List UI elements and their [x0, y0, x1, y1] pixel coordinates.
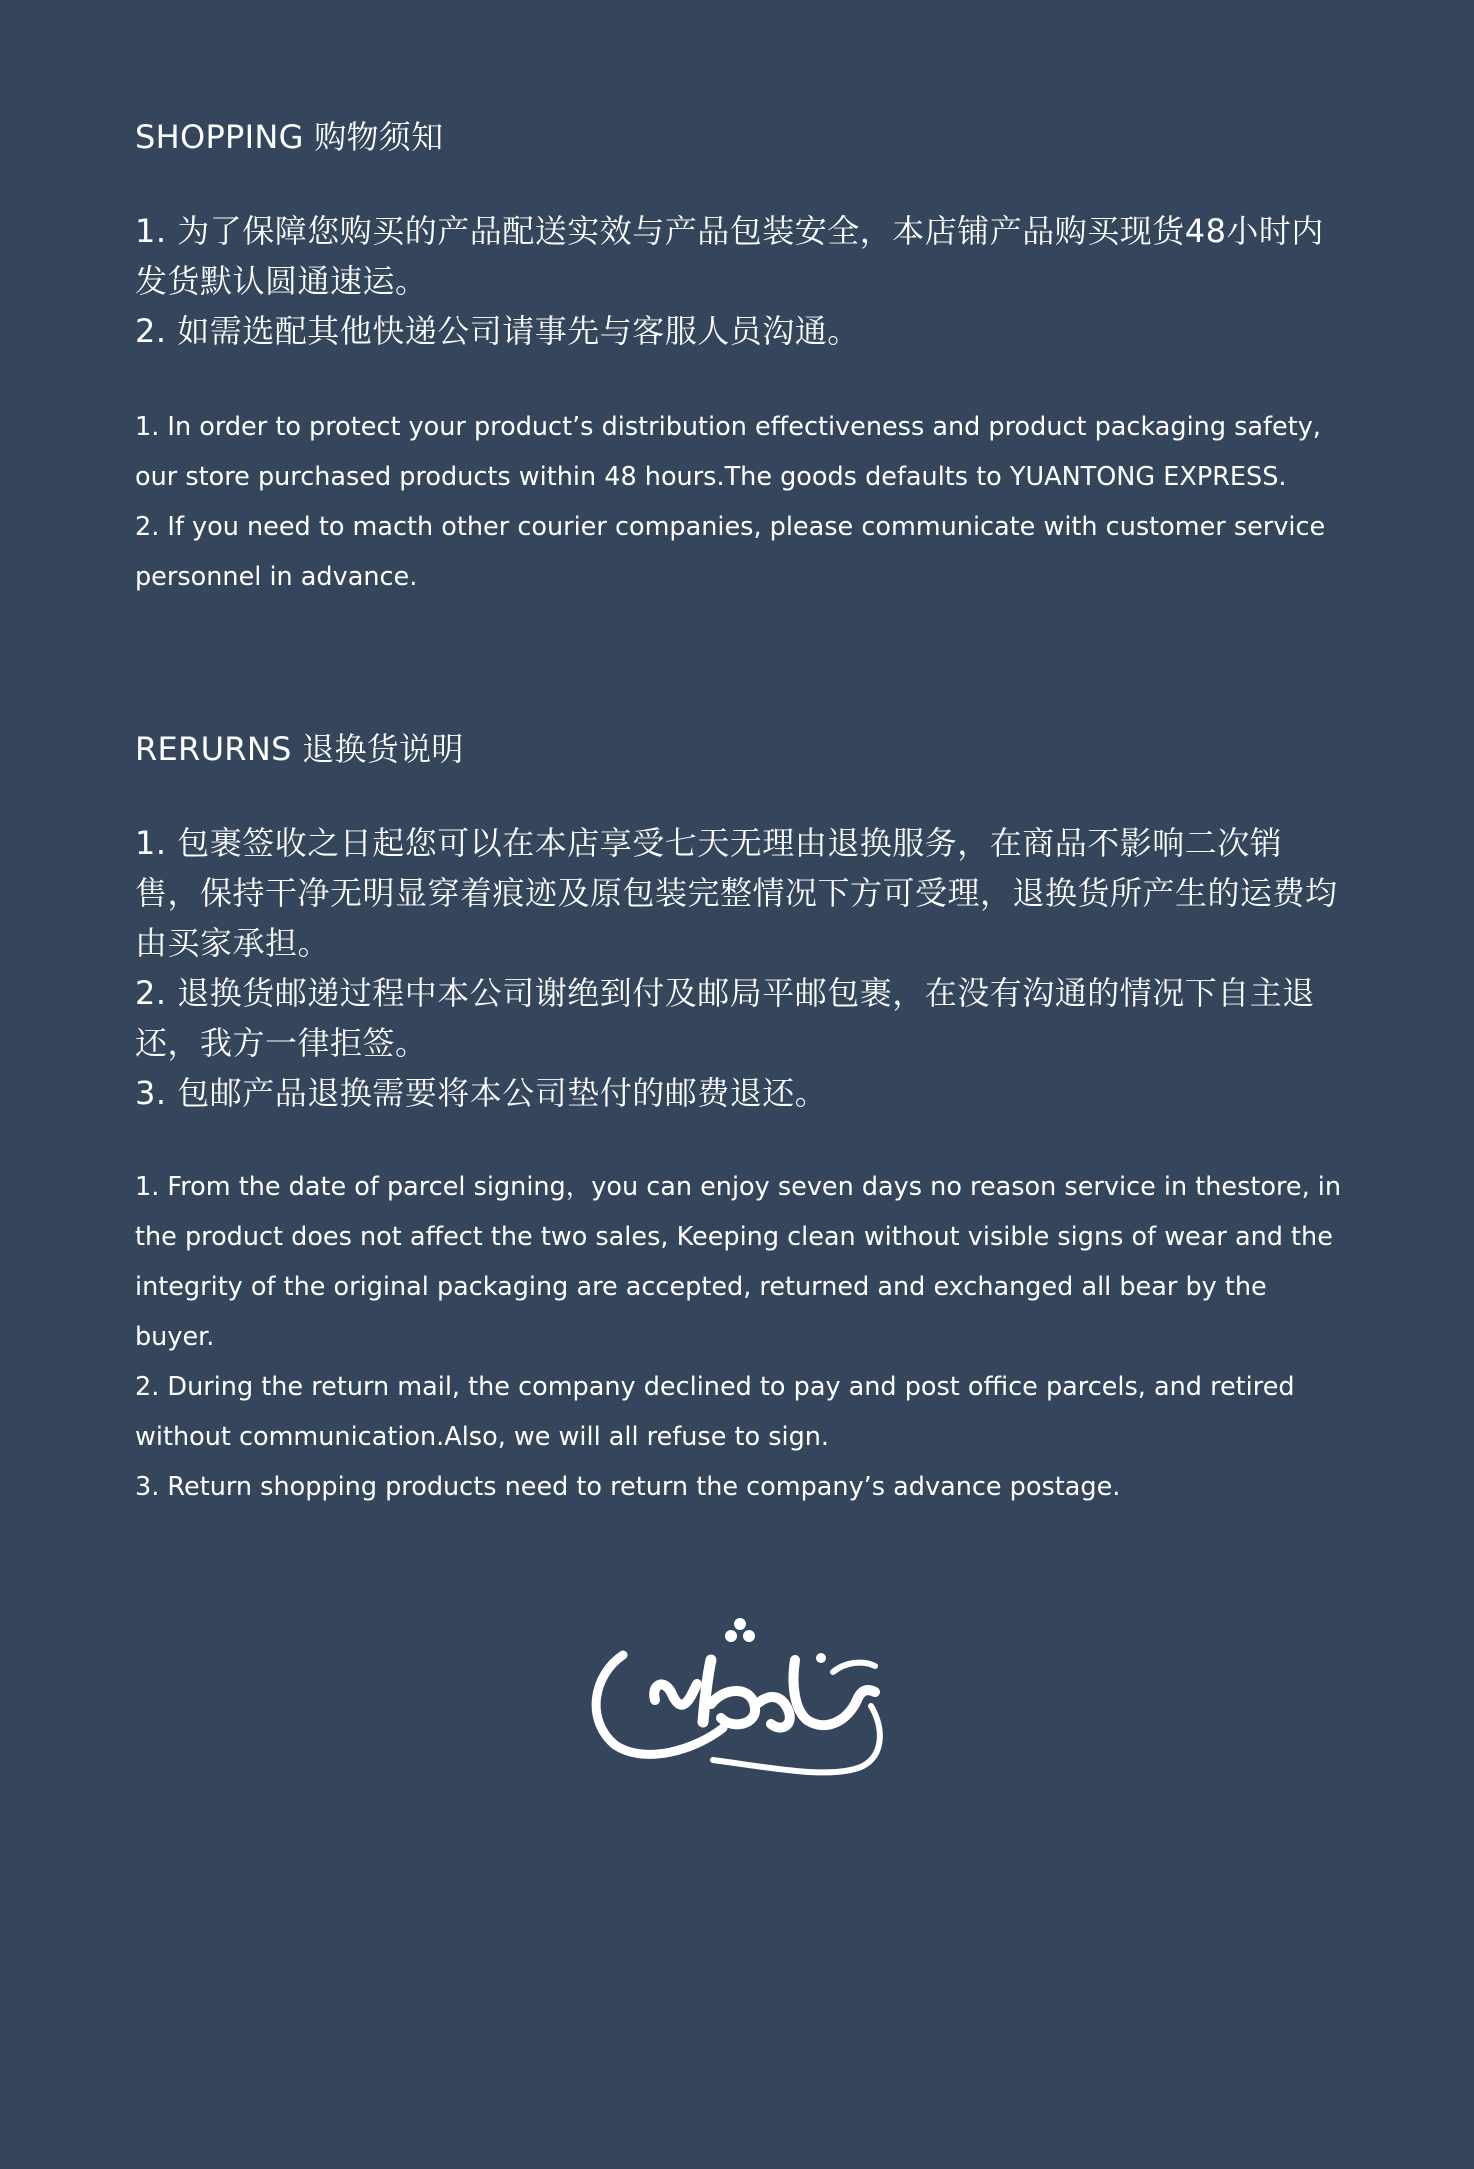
shopping-notes-chinese: [135, 206, 1345, 356]
shopping-cn-item: 1. 为了保障您购买的产品配送实效与产品包装安全，本店铺产品购买现货48小时内发货默认圆通速运。: [135, 212, 1324, 300]
policy-content: [135, 112, 1345, 1512]
shopping-cn-item: 2. 如需选配其他快递公司请事先与客服人员沟通。: [135, 312, 860, 350]
returns-notes-english: [135, 1162, 1345, 1512]
shopping-title: SHOPPING 购物须知: [135, 118, 444, 156]
returns-en-item: 1. From the date of parcel signing，you can enjoy seven days no reason service in thestore, in the product does not affect the two sales, Keeping clean without visible signs of wear and the integrity of the original packaging are accepted, returned and exchanged all bear by the buyer.: [135, 1172, 1342, 1352]
shopping-en-item: 2. If you need to macth other courier companies, please communicate with customer service personnel in advance.: [135, 512, 1326, 592]
returns-title: RERURNS 退换货说明: [135, 730, 464, 768]
shopping-section: [135, 112, 1345, 602]
returns-en-item: 3. Return shopping products need to return the company’s advance postage.: [135, 1472, 1121, 1502]
returns-cn-item: 1. 包裹签收之日起您可以在本店享受七天无理由退换服务，在商品不影响二次销售，保持干净无明显穿着痕迹及原包装完整情况下方可受理，退换货所产生的运费均由买家承担。: [135, 824, 1338, 962]
shopping-en-item: 1. In order to protect your product’s distribution effectiveness and product packaging safety, our store purchased products within 48 hours.The goods defaults to YUANTONG EXPRESS.: [135, 412, 1321, 492]
returns-section: [135, 724, 1345, 1512]
shopping-notes-english: [135, 402, 1345, 602]
brand-logo-calligraphy: [585, 1600, 895, 1790]
returns-en-item: 2. During the return mail, the company declined to pay and post office parcels, and retired without communication.Also, we will all refuse to sign.: [135, 1372, 1295, 1452]
returns-notes-chinese: [135, 818, 1345, 1118]
returns-cn-item: 3. 包邮产品退换需要将本公司垫付的邮费退还。: [135, 1074, 828, 1112]
returns-cn-item: 2. 退换货邮递过程中本公司谢绝到付及邮局平邮包裹，在没有沟通的情况下自主退还，我方一律拒签。: [135, 974, 1315, 1062]
